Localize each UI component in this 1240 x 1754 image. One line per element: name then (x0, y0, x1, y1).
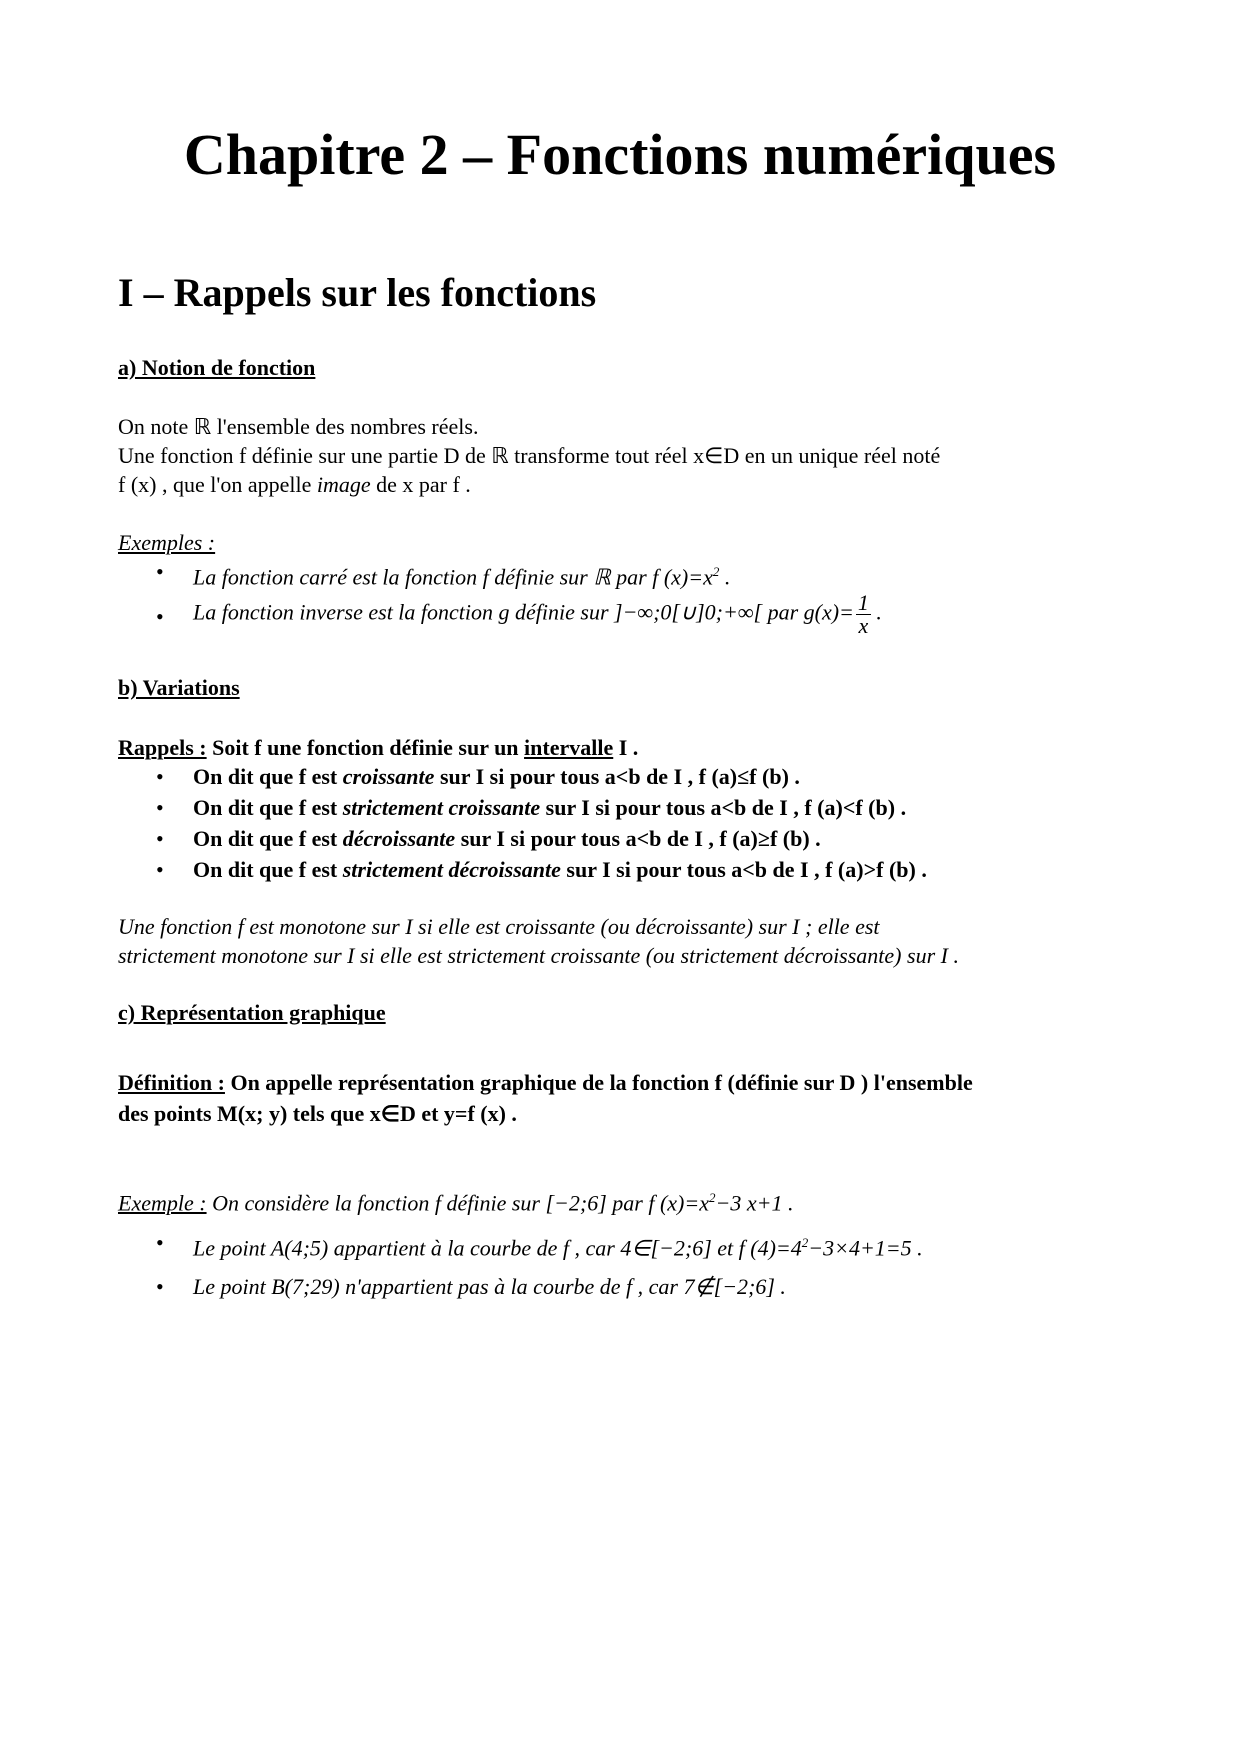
bullet: • (156, 826, 164, 851)
subsection-heading-b: b) Variations (118, 675, 240, 700)
paragraph-line: Une fonction f est monotone sur I si elle est croissante (ou décroissante) sur I ; elle est (118, 914, 880, 939)
list-item: On dit que f est strictement décroissante sur I si pour tous a<b de I , f (a)>f (b) . (193, 857, 927, 882)
list-item: La fonction carré est la fonction f définie sur ℝ par f $(x)=x^2$ . (193, 564, 731, 590)
definition-line: Définition : On appelle représentation graphique de la fonction f (définie sur D ) l'ensemble (118, 1070, 973, 1095)
bullet: • (156, 764, 164, 789)
paragraph-line: Une fonction f définie sur une partie D de ℝ transforme tout réel x∈D en un unique réel noté (118, 443, 941, 468)
list-item: La fonction inverse est la fonction g définie sur ]−∞;0[∪]0;+∞[ par g(x)= $\frac{1}{x}$ . (193, 590, 882, 638)
list-item: On dit que f est strictement croissante sur I si pour tous a<b de I , f (a)<f (b) . (193, 795, 907, 820)
paragraph-line: strictement monotone sur I si elle est strictement croissante (ou strictement décroissante) sur I . (118, 943, 959, 968)
bullet: • (156, 559, 164, 584)
bullet: • (156, 1230, 164, 1255)
list-item: Le point B(7;29) n'appartient pas à la courbe de f , car 7∉[−2;6] . (193, 1274, 786, 1299)
subsection-heading-c: c) Représentation graphique (118, 1000, 386, 1025)
rappels-line: Rappels : Soit f une fonction définie sur un intervalle I . (118, 735, 639, 760)
bullet: • (156, 795, 164, 820)
list-item: On dit que f est décroissante sur I si pour tous a<b de I , f (a)≥f (b) . (193, 826, 821, 851)
list-item: On dit que f est croissante sur I si pour tous a<b de I , f (a)≤f (b) . (193, 764, 800, 789)
chapter-title: Chapitre 2 – Fonctions numériques (183, 122, 1057, 187)
examples-label: Exemples : (118, 530, 216, 555)
paragraph-line: On note ℝ l'ensemble des nombres réels. (118, 414, 479, 439)
fraction: $\frac{1}{x}$ (857, 590, 869, 638)
example-line: Exemple : On considère la fonction f définie sur [−2;6] par f $(x)=x^2-3$ x+1 . (118, 1190, 794, 1216)
bullet: • (156, 1274, 164, 1299)
bullet: • (156, 857, 164, 882)
list-item: Le point A(4;5) appartient à la courbe de f , car 4∈[−2;6] et f $(4)=4^2-3\times 4+1=5$ . (193, 1235, 923, 1261)
definition-line: des points M(x; y) tels que x∈D et y=f (x) . (118, 1101, 517, 1126)
subsection-heading-a: a) Notion de fonction (118, 355, 316, 380)
paragraph-line: f (x) , que l'on appelle image de x par f . (118, 472, 471, 497)
bullet: • (156, 604, 164, 629)
section-heading: I – Rappels sur les fonctions (118, 270, 597, 315)
